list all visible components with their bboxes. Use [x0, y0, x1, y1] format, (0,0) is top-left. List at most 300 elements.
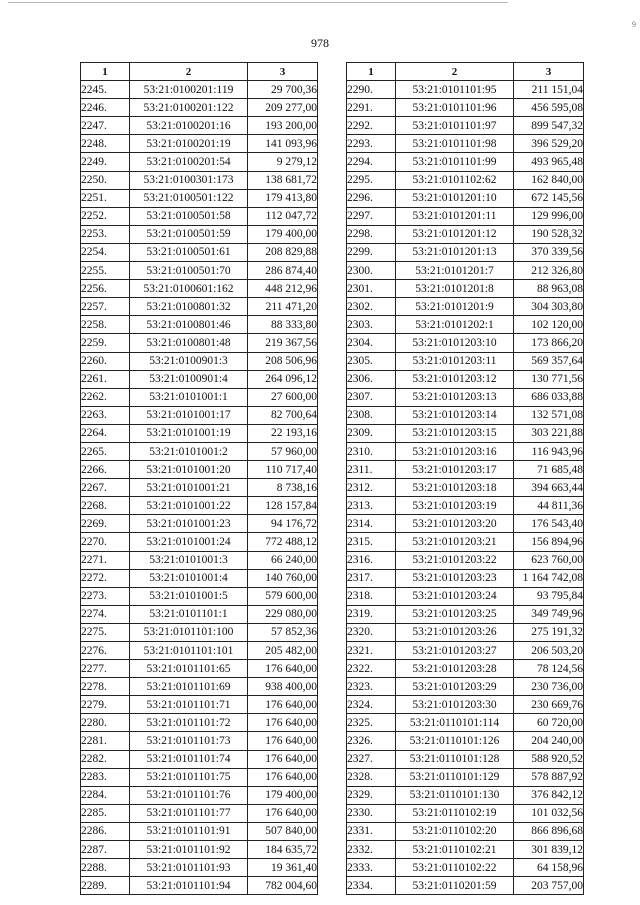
row-number: 2290. [347, 81, 396, 99]
row-number: 2327. [347, 750, 396, 768]
row-number: 2249. [81, 153, 130, 171]
table-row [347, 642, 584, 660]
table-row [81, 153, 318, 171]
value: 190 528,32 [514, 225, 584, 243]
row-number: 2258. [81, 316, 130, 334]
table-row [81, 804, 318, 822]
table-row [347, 660, 584, 678]
row-number: 2280. [81, 714, 130, 732]
cadastral-number: 53:21:0101101:74 [130, 750, 248, 768]
value: 370 339,56 [514, 243, 584, 261]
table-row [347, 877, 584, 895]
cadastral-number: 53:21:0101001:2 [130, 442, 248, 460]
row-number: 2324. [347, 696, 396, 714]
cadastral-number: 53:21:0101101:91 [130, 822, 248, 840]
cadastral-number: 53:21:0100901:3 [130, 352, 248, 370]
value: 140 760,00 [248, 569, 318, 587]
value: 205 482,00 [248, 642, 318, 660]
value: 208 829,88 [248, 243, 318, 261]
table-row [347, 804, 584, 822]
value: 102 120,00 [514, 316, 584, 334]
value: 579 600,00 [248, 587, 318, 605]
value: 1 164 742,08 [514, 569, 584, 587]
value: 176 640,00 [248, 660, 318, 678]
table-row [81, 334, 318, 352]
table-row [347, 587, 584, 605]
value: 203 757,00 [514, 877, 584, 895]
row-number: 2275. [81, 623, 130, 641]
value: 204 240,00 [514, 732, 584, 750]
table-row [347, 243, 584, 261]
table-row [347, 479, 584, 497]
value: 899 547,32 [514, 117, 584, 135]
value: 588 920,52 [514, 750, 584, 768]
value: 57 960,00 [248, 442, 318, 460]
value: 448 212,96 [248, 280, 318, 298]
table-row [347, 533, 584, 551]
cadastral-number: 53:21:0101001:21 [130, 479, 248, 497]
table-row [347, 81, 584, 99]
row-number: 2277. [81, 660, 130, 678]
value: 173 866,20 [514, 334, 584, 352]
cadastral-number: 53:21:0110102:21 [396, 841, 514, 859]
table-row [81, 479, 318, 497]
value: 275 191,32 [514, 623, 584, 641]
cadastral-number: 53:21:0100501:61 [130, 243, 248, 261]
cadastral-number: 53:21:0101203:25 [396, 605, 514, 623]
header-cell-3: 3 [514, 63, 584, 81]
value: 176 543,40 [514, 515, 584, 533]
value: 184 635,72 [248, 841, 318, 859]
table-row [81, 642, 318, 660]
row-number: 2293. [347, 135, 396, 153]
cadastral-number: 53:21:0101203:22 [396, 551, 514, 569]
table-row [347, 569, 584, 587]
value: 162 840,00 [514, 171, 584, 189]
row-number: 2268. [81, 497, 130, 515]
value: 29 700,36 [248, 81, 318, 99]
row-number: 2332. [347, 841, 396, 859]
cadastral-number: 53:21:0101203:13 [396, 388, 514, 406]
value: 206 503,20 [514, 642, 584, 660]
right-table [346, 62, 584, 895]
row-number: 2283. [81, 768, 130, 786]
table-row [347, 370, 584, 388]
header-cell-2: 2 [130, 63, 248, 81]
row-number: 2253. [81, 225, 130, 243]
table-row [81, 515, 318, 533]
cadastral-number: 53:21:0100501:58 [130, 207, 248, 225]
cadastral-number: 53:21:0101101:72 [130, 714, 248, 732]
row-number: 2266. [81, 461, 130, 479]
cadastral-number: 53:21:0101203:14 [396, 406, 514, 424]
value: 782 004,60 [248, 877, 318, 895]
table-row [347, 424, 584, 442]
value: 88 963,08 [514, 280, 584, 298]
row-number: 2302. [347, 298, 396, 316]
value: 193 200,00 [248, 117, 318, 135]
value: 209 277,00 [248, 99, 318, 117]
cadastral-number: 53:21:0101001:3 [130, 551, 248, 569]
row-number: 2319. [347, 605, 396, 623]
cadastral-number: 53:21:0101202:1 [396, 316, 514, 334]
value: 507 840,00 [248, 822, 318, 840]
row-number: 2265. [81, 442, 130, 460]
value: 179 400,00 [248, 786, 318, 804]
table-row [347, 461, 584, 479]
row-number: 2323. [347, 678, 396, 696]
row-number: 2311. [347, 461, 396, 479]
value: 130 771,56 [514, 370, 584, 388]
row-number: 2322. [347, 660, 396, 678]
table-row [81, 678, 318, 696]
row-number: 2262. [81, 388, 130, 406]
value: 230 669,76 [514, 696, 584, 714]
row-number: 2279. [81, 696, 130, 714]
table-row [347, 678, 584, 696]
table-row [347, 225, 584, 243]
cadastral-number: 53:21:0101001:19 [130, 424, 248, 442]
cadastral-number: 53:21:0101101:76 [130, 786, 248, 804]
cadastral-number: 53:21:0101203:12 [396, 370, 514, 388]
row-number: 2263. [81, 406, 130, 424]
cadastral-number: 53:21:0101101:77 [130, 804, 248, 822]
table-row [347, 623, 584, 641]
cadastral-number: 53:21:0101203:16 [396, 442, 514, 460]
table-row [347, 696, 584, 714]
cadastral-number: 53:21:0101101:73 [130, 732, 248, 750]
top-rule [8, 2, 508, 3]
value: 9 279,12 [248, 153, 318, 171]
value: 672 145,56 [514, 189, 584, 207]
table-row [81, 461, 318, 479]
cadastral-number: 53:21:0100901:4 [130, 370, 248, 388]
cadastral-number: 53:21:0101201:9 [396, 298, 514, 316]
cadastral-number: 53:21:0101101:92 [130, 841, 248, 859]
value: 129 996,00 [514, 207, 584, 225]
cadastral-number: 53:21:0101203:21 [396, 533, 514, 551]
header-cell-1: 1 [347, 63, 396, 81]
row-number: 2320. [347, 623, 396, 641]
row-number: 2291. [347, 99, 396, 117]
value: 493 965,48 [514, 153, 584, 171]
table-row [347, 442, 584, 460]
cadastral-number: 53:21:0110102:22 [396, 859, 514, 877]
table-row [347, 352, 584, 370]
cadastral-number: 53:21:0100201:16 [130, 117, 248, 135]
row-number: 2289. [81, 877, 130, 895]
table-row [347, 117, 584, 135]
value: 88 333,80 [248, 316, 318, 334]
cadastral-number: 53:21:0101203:27 [396, 642, 514, 660]
table-row [347, 786, 584, 804]
table-row [347, 280, 584, 298]
table-row [347, 605, 584, 623]
cadastral-number: 53:21:0100501:59 [130, 225, 248, 243]
table-row [81, 81, 318, 99]
value: 623 760,00 [514, 551, 584, 569]
header-row [347, 63, 584, 81]
cadastral-number: 53:21:0110201:59 [396, 877, 514, 895]
table-row [81, 406, 318, 424]
table-row [347, 714, 584, 732]
value: 866 896,68 [514, 822, 584, 840]
value: 78 124,56 [514, 660, 584, 678]
cadastral-number: 53:21:0101001:17 [130, 406, 248, 424]
table-row [81, 424, 318, 442]
value: 176 640,00 [248, 696, 318, 714]
value: 219 367,56 [248, 334, 318, 352]
value: 71 685,48 [514, 461, 584, 479]
row-number: 2300. [347, 262, 396, 280]
value: 101 032,56 [514, 804, 584, 822]
row-number: 2287. [81, 841, 130, 859]
cadastral-number: 53:21:0101001:24 [130, 533, 248, 551]
cadastral-number: 53:21:0101203:23 [396, 569, 514, 587]
cadastral-number: 53:21:0100201:19 [130, 135, 248, 153]
header-cell-2: 2 [396, 63, 514, 81]
row-number: 2259. [81, 334, 130, 352]
row-number: 2306. [347, 370, 396, 388]
cadastral-number: 53:21:0110101:114 [396, 714, 514, 732]
value: 176 640,00 [248, 732, 318, 750]
row-number: 2316. [347, 551, 396, 569]
row-number: 2256. [81, 280, 130, 298]
cadastral-number: 53:21:0101203:10 [396, 334, 514, 352]
table-row [81, 660, 318, 678]
table-row [347, 388, 584, 406]
cadastral-number: 53:21:0101101:69 [130, 678, 248, 696]
header-cell-3: 3 [248, 63, 318, 81]
row-number: 2313. [347, 497, 396, 515]
cadastral-number: 53:21:0101001:23 [130, 515, 248, 533]
table-row [81, 696, 318, 714]
row-number: 2248. [81, 135, 130, 153]
value: 22 193,16 [248, 424, 318, 442]
row-number: 2254. [81, 243, 130, 261]
value: 93 795,84 [514, 587, 584, 605]
cadastral-number: 53:21:0101101:94 [130, 877, 248, 895]
row-number: 2270. [81, 533, 130, 551]
row-number: 2260. [81, 352, 130, 370]
row-number: 2273. [81, 587, 130, 605]
table-row [347, 551, 584, 569]
cadastral-number: 53:21:0101203:19 [396, 497, 514, 515]
value: 179 400,00 [248, 225, 318, 243]
row-number: 2282. [81, 750, 130, 768]
value: 19 361,40 [248, 859, 318, 877]
value: 349 749,96 [514, 605, 584, 623]
table-row [81, 442, 318, 460]
row-number: 2257. [81, 298, 130, 316]
cadastral-number: 53:21:0100801:48 [130, 334, 248, 352]
table-row [81, 714, 318, 732]
value: 176 640,00 [248, 768, 318, 786]
value: 230 736,00 [514, 678, 584, 696]
cadastral-number: 53:21:0101102:62 [396, 171, 514, 189]
cadastral-number: 53:21:0101001:22 [130, 497, 248, 515]
cadastral-number: 53:21:0101201:7 [396, 262, 514, 280]
table-row [347, 316, 584, 334]
value: 110 717,40 [248, 461, 318, 479]
value: 179 413,80 [248, 189, 318, 207]
row-number: 2330. [347, 804, 396, 822]
cadastral-number: 53:21:0100201:119 [130, 81, 248, 99]
row-number: 2250. [81, 171, 130, 189]
value: 27 600,00 [248, 388, 318, 406]
cadastral-number: 53:21:0101203:24 [396, 587, 514, 605]
cadastral-number: 53:21:0101203:28 [396, 660, 514, 678]
row-number: 2301. [347, 280, 396, 298]
table-row [347, 822, 584, 840]
cadastral-number: 53:21:0101001:20 [130, 461, 248, 479]
value: 303 221,88 [514, 424, 584, 442]
row-number: 2294. [347, 153, 396, 171]
cadastral-number: 53:21:0101101:71 [130, 696, 248, 714]
value: 211 151,04 [514, 81, 584, 99]
value: 176 640,00 [248, 750, 318, 768]
table-row [347, 207, 584, 225]
cadastral-number: 53:21:0110101:130 [396, 786, 514, 804]
row-number: 2251. [81, 189, 130, 207]
cadastral-number: 53:21:0101101:75 [130, 768, 248, 786]
page-number: 978 [311, 36, 329, 50]
row-number: 2308. [347, 406, 396, 424]
header-cell-1: 1 [81, 63, 130, 81]
value: 94 176,72 [248, 515, 318, 533]
left-table [80, 62, 318, 895]
row-number: 2297. [347, 207, 396, 225]
table-row [81, 171, 318, 189]
cadastral-number: 53:21:0101203:17 [396, 461, 514, 479]
table-row [81, 370, 318, 388]
row-number: 2269. [81, 515, 130, 533]
cadastral-number: 53:21:0101203:18 [396, 479, 514, 497]
row-number: 2305. [347, 352, 396, 370]
table-row [347, 406, 584, 424]
cadastral-number: 53:21:0101201:11 [396, 207, 514, 225]
cadastral-number: 53:21:0101203:26 [396, 623, 514, 641]
row-number: 2312. [347, 479, 396, 497]
table-row [347, 768, 584, 786]
row-number: 2299. [347, 243, 396, 261]
value: 128 157,84 [248, 497, 318, 515]
cadastral-number: 53:21:0101203:29 [396, 678, 514, 696]
cadastral-number: 53:21:0110101:129 [396, 768, 514, 786]
table-row [347, 189, 584, 207]
cadastral-number: 53:21:0101203:11 [396, 352, 514, 370]
cadastral-number: 53:21:0100201:54 [130, 153, 248, 171]
table-row [347, 99, 584, 117]
row-number: 2314. [347, 515, 396, 533]
value: 60 720,00 [514, 714, 584, 732]
row-number: 2309. [347, 424, 396, 442]
table-row [81, 207, 318, 225]
value: 176 640,00 [248, 804, 318, 822]
table-row [81, 135, 318, 153]
row-number: 2328. [347, 768, 396, 786]
value: 176 640,00 [248, 714, 318, 732]
row-number: 2321. [347, 642, 396, 660]
value: 64 158,96 [514, 859, 584, 877]
table-row [81, 352, 318, 370]
row-number: 2284. [81, 786, 130, 804]
cadastral-number: 53:21:0101001:4 [130, 569, 248, 587]
value: 304 303,80 [514, 298, 584, 316]
value: 264 096,12 [248, 370, 318, 388]
row-number: 2333. [347, 859, 396, 877]
value: 394 663,44 [514, 479, 584, 497]
table-row [81, 225, 318, 243]
table-row [81, 551, 318, 569]
cadastral-number: 53:21:0101101:97 [396, 117, 514, 135]
cadastral-number: 53:21:0101201:13 [396, 243, 514, 261]
cadastral-number: 53:21:0101201:12 [396, 225, 514, 243]
cadastral-number: 53:21:0100801:32 [130, 298, 248, 316]
cadastral-number: 53:21:0101001:1 [130, 388, 248, 406]
value: 82 700,64 [248, 406, 318, 424]
table-row [81, 732, 318, 750]
cadastral-number: 53:21:0110102:19 [396, 804, 514, 822]
row-number: 2329. [347, 786, 396, 804]
cadastral-number: 53:21:0101203:15 [396, 424, 514, 442]
table-row [81, 877, 318, 895]
header-row [81, 63, 318, 81]
row-number: 2298. [347, 225, 396, 243]
table-row [81, 841, 318, 859]
value: 212 326,80 [514, 262, 584, 280]
cadastral-number: 53:21:0101101:101 [130, 642, 248, 660]
table-row [347, 135, 584, 153]
row-number: 2276. [81, 642, 130, 660]
value: 396 529,20 [514, 135, 584, 153]
table-row [347, 153, 584, 171]
row-number: 2255. [81, 262, 130, 280]
row-number: 2310. [347, 442, 396, 460]
value: 112 047,72 [248, 207, 318, 225]
table-row [81, 117, 318, 135]
table-row [81, 189, 318, 207]
row-number: 2315. [347, 533, 396, 551]
table-row [81, 533, 318, 551]
cadastral-number: 53:21:0100501:122 [130, 189, 248, 207]
row-number: 2334. [347, 877, 396, 895]
value: 772 488,12 [248, 533, 318, 551]
table-row [81, 786, 318, 804]
value: 8 738,16 [248, 479, 318, 497]
cadastral-number: 53:21:0110101:126 [396, 732, 514, 750]
row-number: 2307. [347, 388, 396, 406]
table-row [347, 334, 584, 352]
value: 569 357,64 [514, 352, 584, 370]
row-number: 2252. [81, 207, 130, 225]
table-row [81, 569, 318, 587]
cadastral-number: 53:21:0101101:100 [130, 623, 248, 641]
value: 301 839,12 [514, 841, 584, 859]
margin-mark: 9 [632, 20, 636, 29]
table-row [81, 99, 318, 117]
row-number: 2272. [81, 569, 130, 587]
value: 208 506,96 [248, 352, 318, 370]
cadastral-number: 53:21:0101101:99 [396, 153, 514, 171]
row-number: 2271. [81, 551, 130, 569]
cadastral-number: 53:21:0100301:173 [130, 171, 248, 189]
cadastral-number: 53:21:0101203:30 [396, 696, 514, 714]
table-row [347, 732, 584, 750]
value: 116 943,96 [514, 442, 584, 460]
table-row [81, 605, 318, 623]
row-number: 2288. [81, 859, 130, 877]
